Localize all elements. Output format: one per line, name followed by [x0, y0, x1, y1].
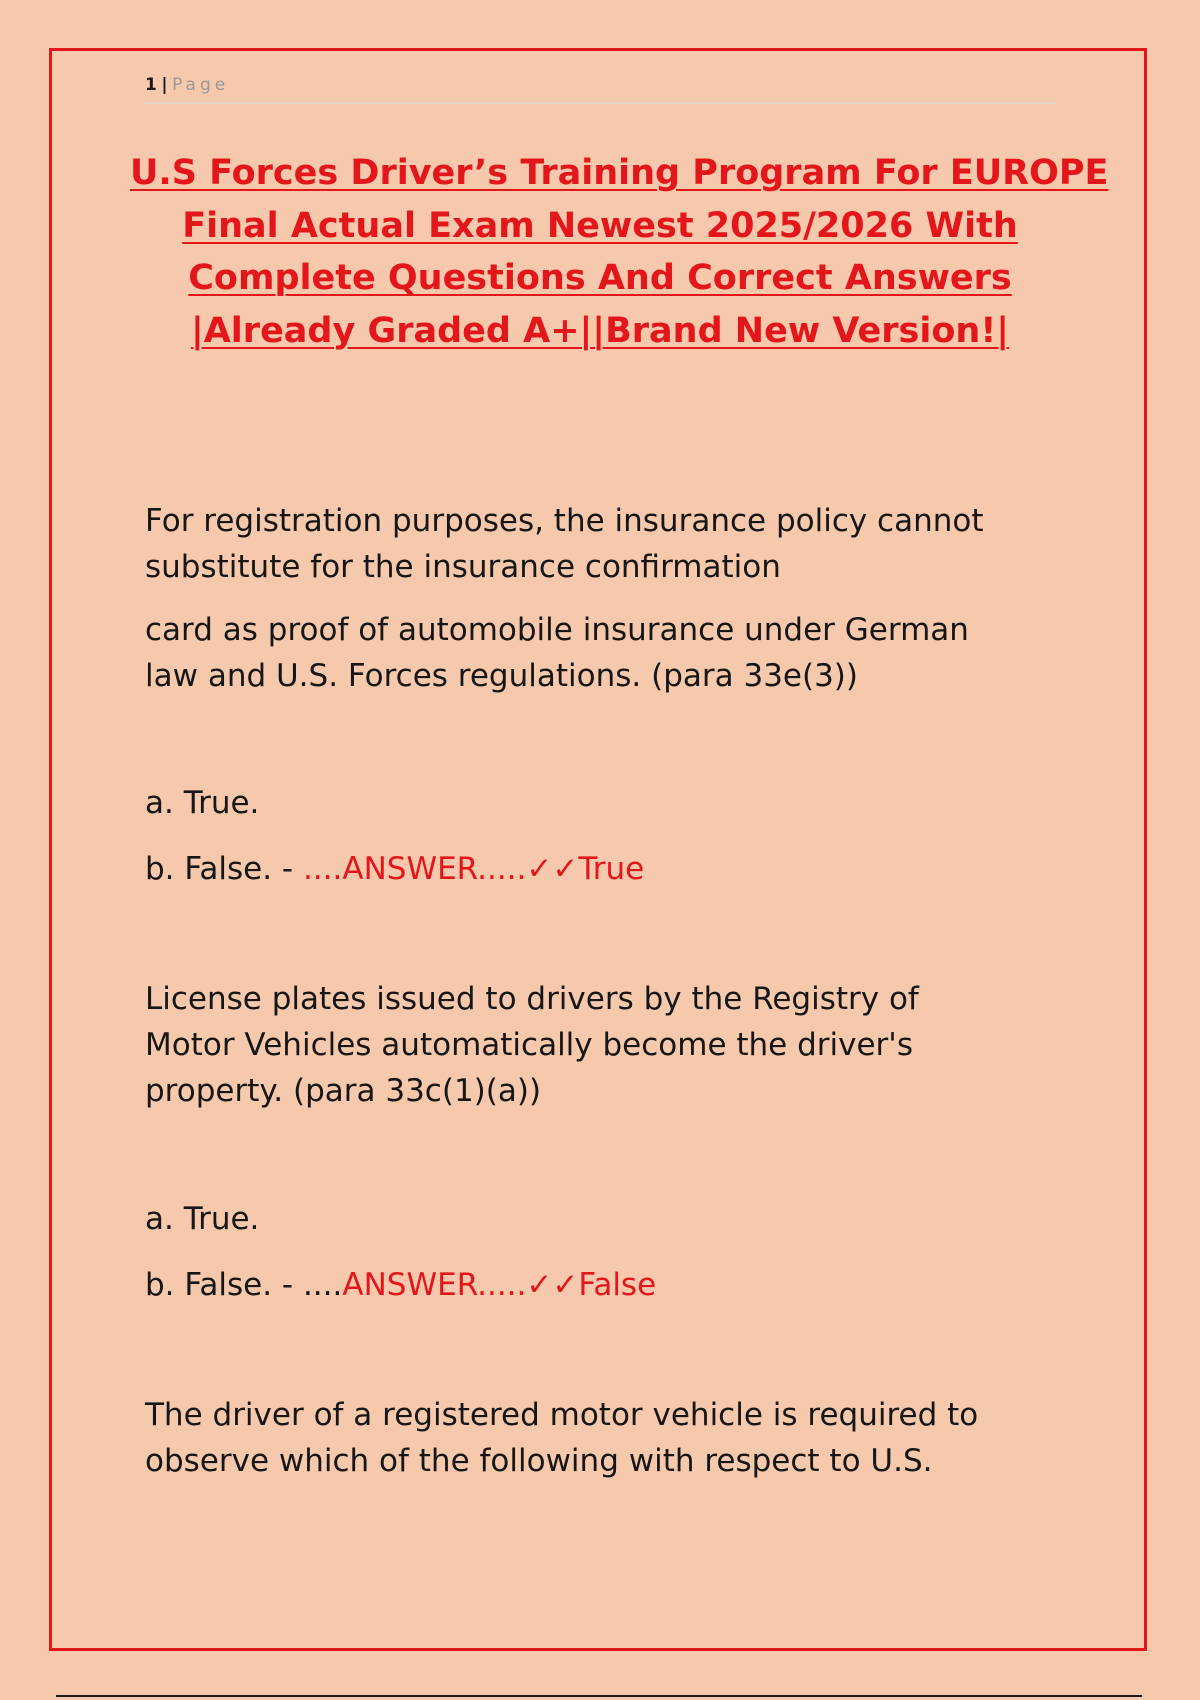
question-2-line-1: License plates issued to drivers by the Registry of [145, 981, 919, 1017]
page-header [145, 72, 1057, 104]
question-3-line-1: The driver of a registered motor vehicle is required to [145, 1397, 979, 1433]
question-1-answer: ....ANSWER.....✓✓True [302, 851, 645, 887]
footer-rule [56, 1695, 1142, 1697]
title-line-2: Final Actual Exam Newest 2025/2026 With [182, 205, 1018, 246]
question-1-line-3: card as proof of automobile insurance under German [145, 612, 969, 648]
question-2-answer: ANSWER.....✓✓False [342, 1267, 657, 1303]
question-2-option-a: a. True. [145, 1201, 260, 1237]
question-1-text-part-1 [145, 498, 984, 590]
page-number: 1 [145, 75, 158, 95]
document-title [130, 147, 1109, 357]
question-2-option-b-label: b. False. - .... [145, 1267, 343, 1303]
page-separator: | [161, 75, 169, 95]
question-1-option-a: a. True. [145, 785, 260, 821]
question-2-text [145, 976, 919, 1114]
page-word: Page [172, 75, 230, 95]
title-line-4: |Already Graded A+||Brand New Version!| [190, 310, 1010, 351]
question-1-text-part-2 [145, 607, 969, 699]
question-1-line-4: law and U.S. Forces regulations. (para 33e(3)) [145, 658, 858, 694]
question-2-option-b [145, 1262, 656, 1308]
question-1-line-2: substitute for the insurance confirmation [145, 549, 781, 585]
title-line-1: U.S Forces Driver’s Training Program For EUROPE [130, 153, 1109, 193]
question-2-line-3: property. (para 33c(1)(a)) [145, 1073, 542, 1109]
question-3-line-2: observe which of the following with respect to U.S. [145, 1443, 933, 1479]
question-1-option-b-label: b. False. - [145, 851, 303, 887]
question-3-text [145, 1392, 978, 1484]
title-line-3: Complete Questions And Correct Answers [188, 258, 1012, 298]
question-1-line-1: For registration purposes, the insurance policy cannot [145, 503, 984, 539]
question-1-option-b [145, 846, 644, 892]
question-2-line-2: Motor Vehicles automatically become the driver's [145, 1027, 913, 1063]
